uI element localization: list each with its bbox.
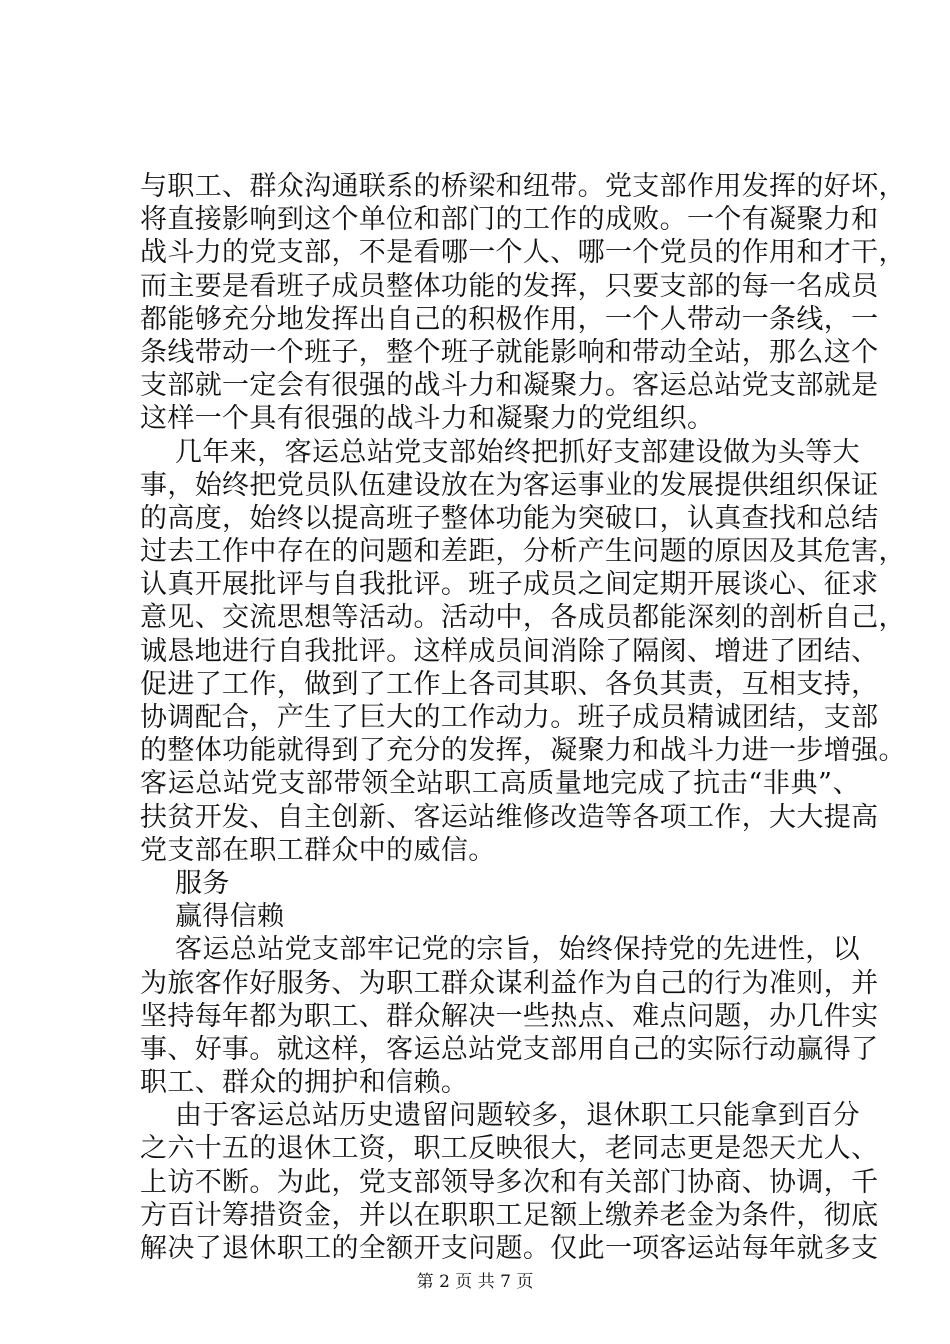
text-line: 将直接影响到这个单位和部门的工作的成败。一个有凝聚力和	[140, 204, 879, 236]
text-line: 过去工作中存在的问题和差距，分析产生问题的原因及其危害，	[140, 536, 906, 568]
text-line: 协调配合，产生了巨大的工作动力。班子成员精诚团结，支部	[140, 702, 879, 733]
text-line: 由于客运总站历史遗留问题较多，退休职工只能拿到百分	[175, 1100, 860, 1132]
text-line: 支部就一定会有很强的战斗力和凝聚力。客运总站党支部就是	[140, 370, 879, 402]
text-line: 事、好事。就这样，客运总站党支部用自己的实际行动赢得了	[140, 1033, 879, 1065]
text-line: 的整体功能就得到了充分的发挥，凝聚力和战斗力进一步增强。	[140, 735, 906, 767]
page-footer: 第 2 页 共 7 页	[416, 1272, 534, 1292]
text-line: 都能够充分地发挥出自己的积极作用，一个人带动一条线，一	[140, 303, 879, 335]
text-line: 条线带动一个班子，整个班子就能影响和带动全站，那么这个	[140, 336, 879, 368]
text-line: 的高度，始终以提高班子整体功能为突破口，认真查找和总结	[140, 502, 879, 534]
text-line: 意见、交流思想等活动。活动中，各成员都能深刻的剖析自己，	[140, 602, 906, 634]
text-line: 事，始终把党员队伍建设放在为客运事业的发展提供组织保证	[140, 469, 879, 501]
text-line: 解决了退休职工的全额开支问题。仅此一项客运站每年就多支	[140, 1233, 879, 1264]
text-line: 扶贫开发、自主创新、客运站维修改造等各项工作，大大提高	[140, 801, 879, 833]
text-line: 党支部在职工群众中的威信。	[140, 834, 496, 866]
text-line: 战斗力的党支部，不是看哪一个人、哪一个党员的作用和才干，	[140, 237, 906, 269]
text-line: 服务	[175, 867, 230, 899]
text-line: 赢得信赖	[175, 901, 285, 933]
text-line: 客运总站党支部牢记党的宗旨，始终保持党的先进性，以	[175, 934, 860, 966]
text-line: 职工、群众的拥护和信赖。	[140, 1067, 469, 1099]
text-line: 几年来，客运总站党支部始终把抓好支部建设做为头等大	[175, 436, 860, 468]
text-line: 坚持每年都为职工、群众解决一些热点、难点问题，办几件实	[140, 1000, 879, 1032]
text-line: 方百计筹措资金，并以在职职工足额上缴养老金为条件，彻底	[140, 1199, 879, 1231]
text-line: 上访不断。为此，党支部领导多次和有关部门协商、协调，千	[140, 1166, 879, 1198]
text-line: 之六十五的退休工资，职工反映很大，老同志更是怨天尤人、	[140, 1133, 879, 1165]
text-line: 而主要是看班子成员整体功能的发挥，只要支部的每一名成员	[140, 270, 879, 302]
text-line: 认真开展批评与自我批评。班子成员之间定期开展谈心、征求	[140, 569, 879, 601]
text-line: 促进了工作，做到了工作上各司其职、各负其责，互相支持，	[140, 668, 879, 700]
text-line: 诚恳地进行自我批评。这样成员间消除了隔阂、增进了团结、	[140, 635, 879, 667]
text-line: 客运总站党支部带领全站职工高质量地完成了抗击“非典”、	[140, 768, 860, 800]
text-line: 与职工、群众沟通联系的桥梁和纽带。党支部作用发挥的好坏，	[140, 171, 906, 202]
text-line: 这样一个具有很强的战斗力和凝聚力的党组织。	[140, 403, 715, 435]
document-body	[140, 170, 906, 1265]
text-line: 为旅客作好服务、为职工群众谋利益作为自己的行为准则，并	[140, 967, 879, 999]
